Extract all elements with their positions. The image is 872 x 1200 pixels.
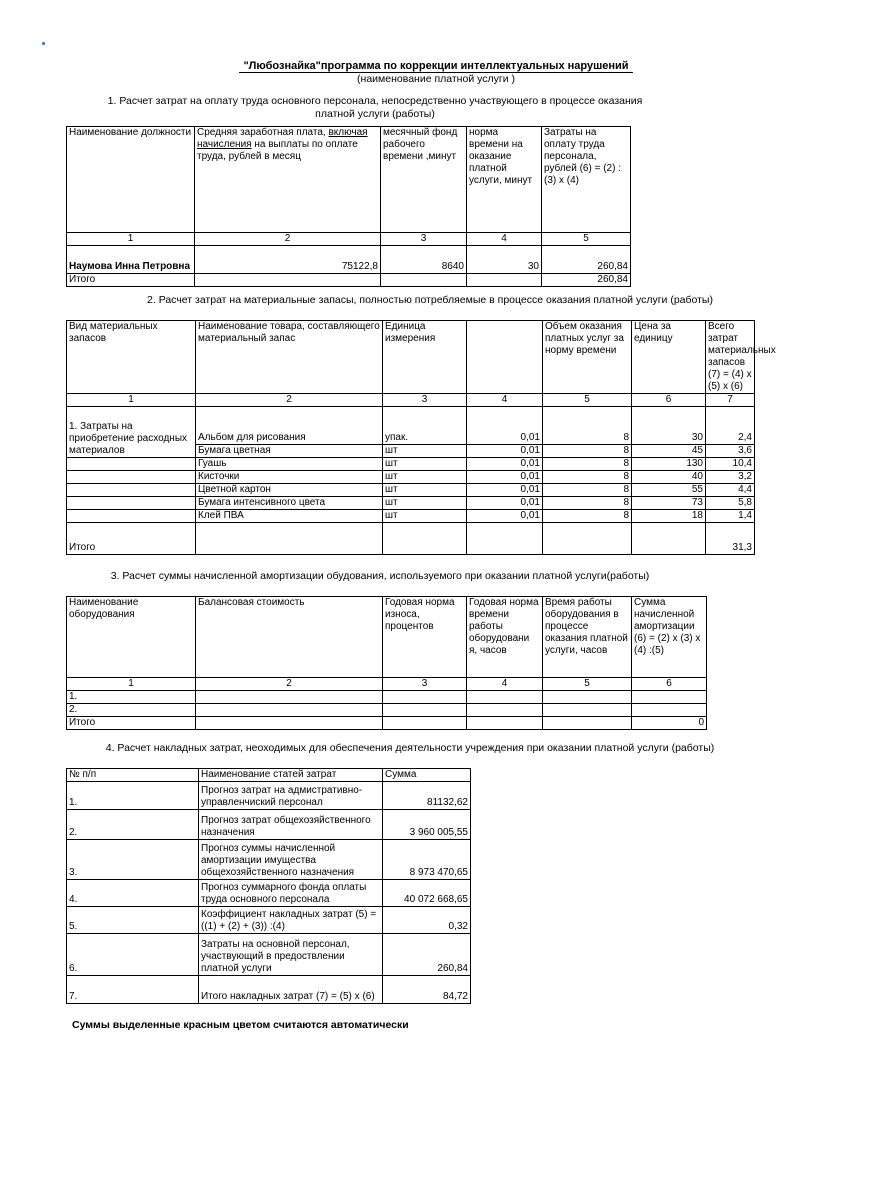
table-row [67,704,707,717]
item-unit: упак. [383,407,467,445]
header-annual-hours: Годовая норма времени работы оборудовани я, часов [467,597,543,678]
col-number: 6 [632,394,706,407]
item-price: 45 [632,445,706,458]
section3-heading: 3. Расчет суммы начисленной амортизации обудования, используемого при оказании платной услуги(работы) [110,570,650,582]
item-name: Кисточки [196,471,383,484]
row-number: 4. [67,880,199,907]
cost-item-sum: 40 072 668,65 [383,880,471,907]
header-salary: Средняя заработная плата, включая начисления на выплаты по оплате труда, рублей в месяц [195,127,381,233]
overhead-table [66,768,471,1004]
col-number: 1 [67,233,195,246]
total-row [67,274,631,287]
item-unit: шт [383,484,467,497]
header-position: Наименование должности [67,127,195,233]
col-number: 2 [196,678,383,691]
item-total: 3,2 [706,471,755,484]
item-volume: 8 [543,445,632,458]
total-label: Итого [67,717,196,730]
col-number: 4 [467,233,542,246]
item-price: 30 [632,407,706,445]
table-row [67,246,631,274]
item-price: 73 [632,497,706,510]
header-depreciation: Сумма начисленной амортизации (6) = (2) х (3) х (4) :(5) [632,597,707,678]
document-subtitle: (наименование платной услуги ) [357,73,515,85]
row-number: 1. [67,691,196,704]
item-total: 3,6 [706,445,755,458]
cost-item-name: Итого накладных затрат (7) = (5) х (6) [199,976,383,1004]
header-sum: Сумма [383,769,471,782]
total-row [67,523,755,555]
section1-heading: 1. Расчет затрат на оплату труда основного персонала, непосредственно участвующего в процессе оказания платной услуги (работы) [107,95,643,120]
section2-heading: 2. Расчет затрат на материальные запасы, полностью потребляемые в процессе оказания платной услуги (работы) [147,294,713,306]
cost-item-sum: 260,84 [383,934,471,976]
table-row [67,976,471,1004]
table-row [67,907,471,934]
row-number: 2. [67,704,196,717]
col-number: 1 [67,678,196,691]
cost-item-name: Затраты на основной персонал, участвующий в предоствлении платной услуги [199,934,383,976]
material-group-label: 1. Затраты на приобретение расходных материалов [67,407,196,458]
header-cost: Затраты на оплату труда персонала, рублей (6) = (2) : (3) х (4) [542,127,631,233]
header-fund: месячный фонд рабочего времени ,минут [381,127,467,233]
row-number: 1. [67,782,199,810]
item-unit: шт [383,458,467,471]
scan-speck [42,42,45,45]
item-volume: 8 [543,497,632,510]
item-name: Клей ПВА [196,510,383,523]
col-number: 3 [383,394,467,407]
item-unit: шт [383,445,467,458]
employee-name: Наумова Инна Петровна [67,246,195,274]
item-volume: 8 [543,510,632,523]
header-service-hours: Время работы оборудования в процессе оказания платной услуги, часов [543,597,632,678]
item-volume: 8 [543,484,632,497]
item-qty: 0,01 [467,458,543,471]
cost-item-name: Прогноз затрат общехозяйственного назначения [199,810,383,840]
total-label: Итого [67,274,195,287]
item-total: 4,4 [706,484,755,497]
item-unit: шт [383,471,467,484]
header-qty [467,321,543,394]
col-number: 3 [383,678,467,691]
header-cost-item: Наименование статей затрат [199,769,383,782]
col-number: 5 [543,394,632,407]
item-name: Бумага цветная [196,445,383,458]
item-unit: шт [383,510,467,523]
header-wear-rate: Годовая норма износа, процентов [383,597,467,678]
table-row [67,880,471,907]
cost-item-name: Прогноз затрат на адмистративно-управленчиский персонал [199,782,383,810]
table-row [67,458,755,471]
item-price: 18 [632,510,706,523]
salary-value: 75122,8 [195,246,381,274]
item-qty: 0,01 [467,497,543,510]
header-price: Цена за единицу [632,321,706,394]
item-volume: 8 [543,407,632,445]
cost-item-name: Прогноз суммарного фонда оплаты труда основного персонала [199,880,383,907]
col-number: 5 [542,233,631,246]
total-row [67,717,707,730]
col-number: 4 [467,678,543,691]
cost-item-name: Прогноз суммы начисленной амортизации имущества общехозяйственного назначения [199,840,383,880]
total-value: 260,84 [542,274,631,287]
header-norm: норма времени на оказание платной услуги, минут [467,127,542,233]
table-row [67,810,471,840]
item-price: 55 [632,484,706,497]
row-number: 7. [67,976,199,1004]
item-name: Альбом для рисования [196,407,383,445]
item-total: 1,4 [706,510,755,523]
cost-item-sum: 81132,62 [383,782,471,810]
document-title: "Любознайка"программа по коррекции интеллектуальных нарушений [0,60,872,72]
item-name: Цветной картон [196,484,383,497]
table-row [67,934,471,976]
cost-item-sum: 0,32 [383,907,471,934]
table-row [67,510,755,523]
col-number: 3 [381,233,467,246]
item-unit: шт [383,497,467,510]
section4-heading: 4. Расчет накладных затрат, неоходимых для обеспечения деятельности учреждения при оказании платной услуги (работы) [105,742,715,754]
item-name: Бумага интенсивного цвета [196,497,383,510]
table-row [67,840,471,880]
col-number: 5 [543,678,632,691]
total-value: 31,3 [706,523,755,555]
item-price: 130 [632,458,706,471]
item-total: 5,8 [706,497,755,510]
item-total: 2,4 [706,407,755,445]
header-equipment: Наименование оборудования [67,597,196,678]
item-qty: 0,01 [467,484,543,497]
fund-value: 8640 [381,246,467,274]
header-number: № п/п [67,769,199,782]
item-volume: 8 [543,458,632,471]
table-row [67,691,707,704]
col-number: 6 [632,678,707,691]
materials-table [66,320,776,555]
footer-note: Суммы выделенные красным цветом считаются автоматически [72,1019,409,1031]
cost-value: 260,84 [542,246,631,274]
cost-item-name: Коэффициент накладных затрат (5) = ((1) + (2) + (3)) :(4) [199,907,383,934]
row-number: 3. [67,840,199,880]
row-number: 6. [67,934,199,976]
table-row [67,484,755,497]
col-number: 7 [706,394,755,407]
item-volume: 8 [543,471,632,484]
header-total: Всего затрат материальных запасов (7) = (4) х (5) х (6) [706,321,755,394]
table-row [67,497,755,510]
table-row [67,471,755,484]
header-volume: Объем оказания платных услуг за норму времени [543,321,632,394]
total-label: Итого [67,523,196,555]
col-number: 2 [195,233,381,246]
item-name: Гуашь [196,458,383,471]
item-qty: 0,01 [467,510,543,523]
item-qty: 0,01 [467,407,543,445]
item-qty: 0,01 [467,471,543,484]
labor-cost-table [66,126,631,287]
table-row [67,407,755,445]
header-unit: Единица измерения [383,321,467,394]
depreciation-table [66,596,707,730]
norm-value: 30 [467,246,542,274]
total-value: 0 [632,717,707,730]
item-price: 40 [632,471,706,484]
header-material-type: Вид материальных запасов [67,321,196,394]
item-qty: 0,01 [467,445,543,458]
col-number: 4 [467,394,543,407]
cost-item-sum: 3 960 005,55 [383,810,471,840]
item-total: 10,4 [706,458,755,471]
row-number: 2. [67,810,199,840]
header-book-value: Балансовая стоимость [196,597,383,678]
col-number: 2 [196,394,383,407]
table-row [67,782,471,810]
row-number: 5. [67,907,199,934]
col-number: 1 [67,394,196,407]
cost-item-sum: 84,72 [383,976,471,1004]
header-item-name: Наименование товара, составляющего материальный запас [196,321,383,394]
cost-item-sum: 8 973 470,65 [383,840,471,880]
